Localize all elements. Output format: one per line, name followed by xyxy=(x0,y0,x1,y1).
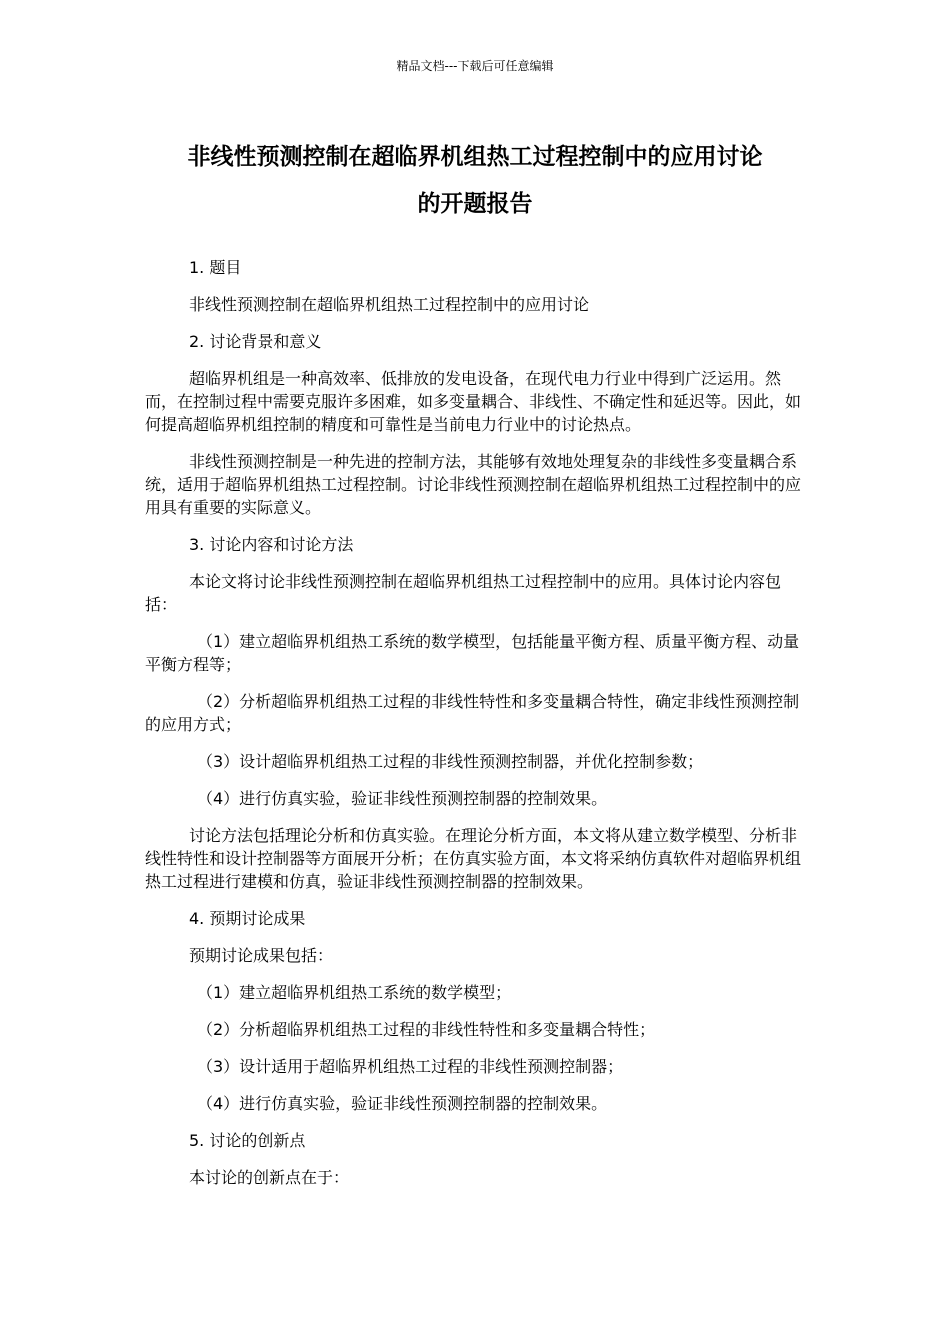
section-4-item: （2）分析超临界机组热工过程的非线性特性和多变量耦合特性； xyxy=(197,1020,656,1039)
section-1-heading: 1. 题目 xyxy=(189,258,242,277)
section-1-body: 非线性预测控制在超临界机组热工过程控制中的应用讨论 xyxy=(189,295,590,314)
section-2-heading: 2. 讨论背景和意义 xyxy=(189,332,322,351)
section-3-heading: 3. 讨论内容和讨论方法 xyxy=(189,535,354,554)
title-line-2: 的开题报告 xyxy=(417,191,533,217)
section-4-intro: 预期讨论成果包括： xyxy=(189,946,334,965)
section-5-intro: 本讨论的创新点在于： xyxy=(189,1168,350,1187)
title-line-1: 非线性预测控制在超临界机组热工过程控制中的应用讨论 xyxy=(187,144,763,170)
section-3-item: （2）分析超临界机组热工过程的非线性特性和多变量耦合特性，确定非线性预测控制的应用方式； xyxy=(145,692,800,734)
section-4-item: （1）建立超临界机组热工系统的数学模型； xyxy=(197,983,512,1002)
section-3-item: （3）设计超临界机组热工过程的非线性预测控制器，并优化控制参数； xyxy=(197,752,704,771)
document-title xyxy=(140,134,810,228)
section-3-method: 讨论方法包括理论分析和仿真实验。在理论分析方面，本文将从建立数学模型、分析非线性特性和设计控制器等方面展开分析；在仿真实验方面，本文将采纳仿真软件对超临界机组热工过程进行建模和仿真，验证非线性预测控制器的控制效果。 xyxy=(145,826,802,891)
section-2-paragraph-1: 超临界机组是一种高效率、低排放的发电设备，在现代电力行业中得到广泛运用。然而，在控制过程中需要克服许多困难，如多变量耦合、非线性、不确定性和延迟等。因此，如何提高超临界机组控制的精度和可靠性是当前电力行业中的讨论热点。 xyxy=(145,369,802,434)
section-5-heading: 5. 讨论的创新点 xyxy=(189,1131,306,1150)
document-body xyxy=(145,256,810,1203)
section-2-paragraph-2: 非线性预测控制是一种先进的控制方法，其能够有效地处理复杂的非线性多变量耦合系统，适用于超临界机组热工过程控制。讨论非线性预测控制在超临界机组热工过程控制中的应用具有重要的实际意义。 xyxy=(145,452,802,517)
section-3-item: （4）进行仿真实验，验证非线性预测控制器的控制效果。 xyxy=(197,789,608,808)
page-header: 精品文档---下载后可任意编辑 xyxy=(396,59,554,73)
section-4-item: （4）进行仿真实验，验证非线性预测控制器的控制效果。 xyxy=(197,1094,608,1113)
section-4-item: （3）设计适用于超临界机组热工过程的非线性预测控制器； xyxy=(197,1057,624,1076)
section-4-heading: 4. 预期讨论成果 xyxy=(189,909,306,928)
section-3-intro: 本论文将讨论非线性预测控制在超临界机组热工过程控制中的应用。具体讨论内容包括： xyxy=(145,572,782,614)
section-3-item: （1）建立超临界机组热工系统的数学模型，包括能量平衡方程、质量平衡方程、动量平衡方程等； xyxy=(145,632,800,674)
